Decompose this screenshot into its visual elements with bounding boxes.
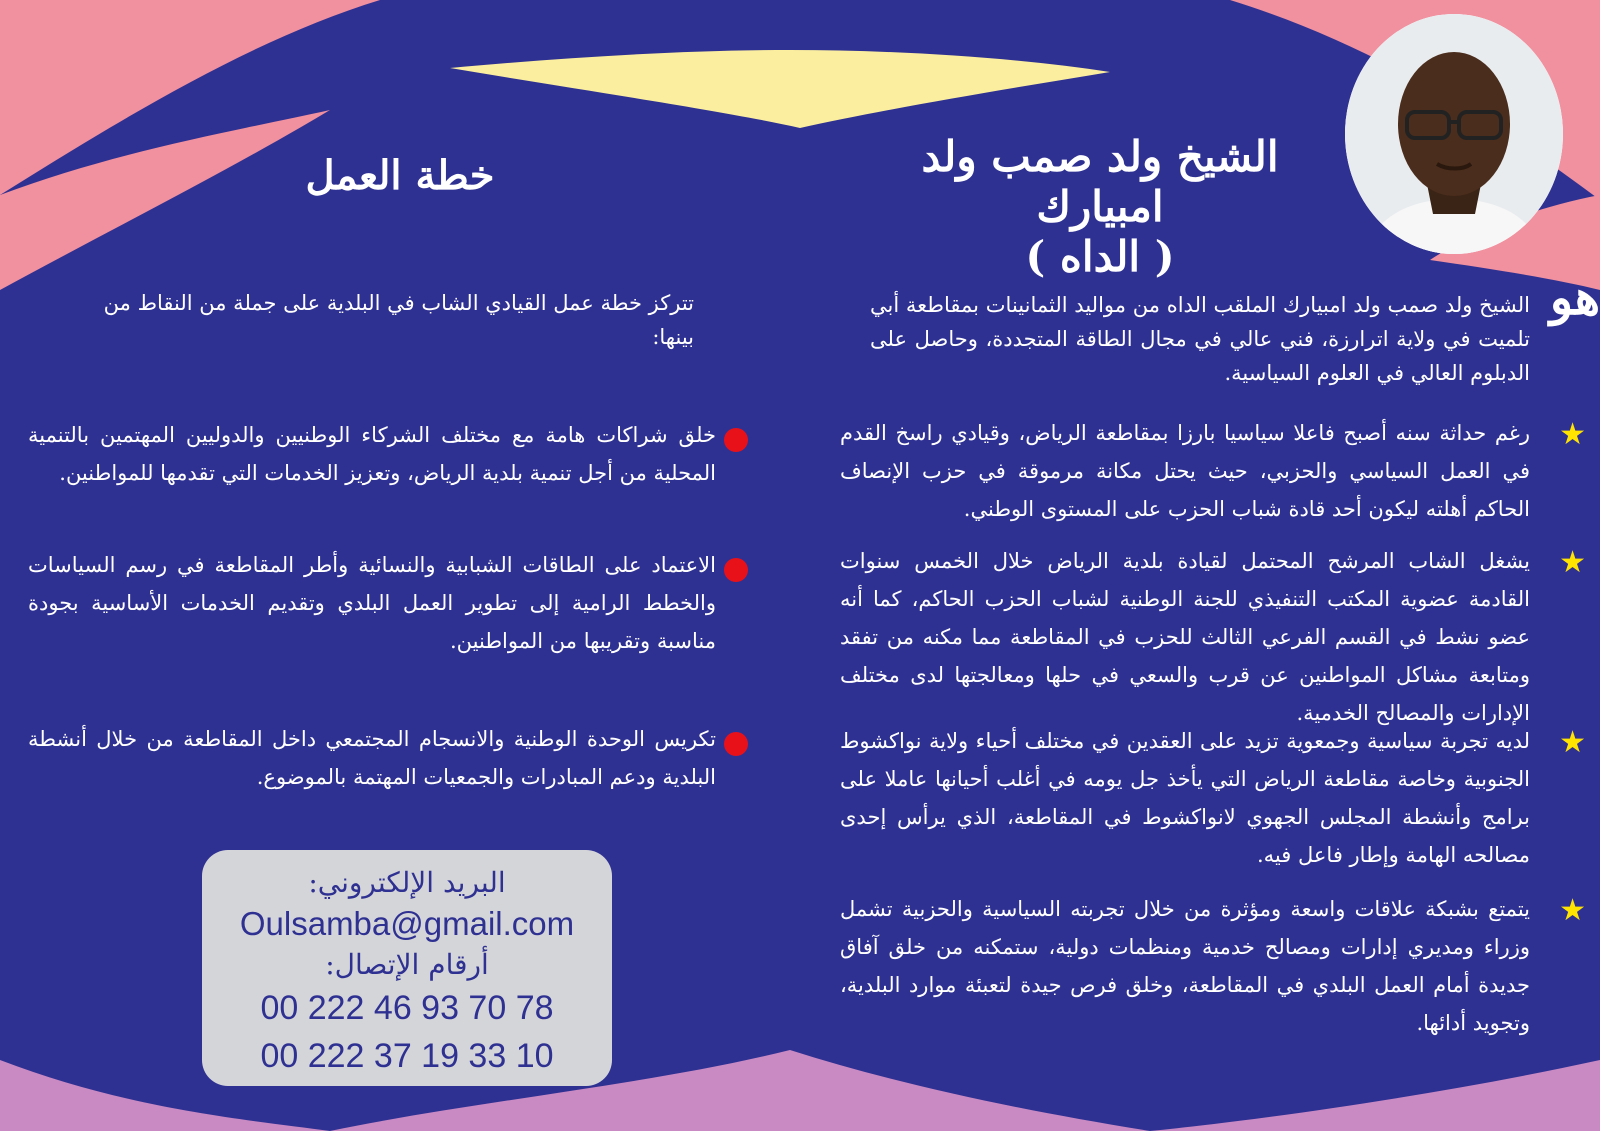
plan-point-text: تكريس الوحدة الوطنية والانسجام المجتمعي داخل المقاطعة من خلال أنشطة البلدية ودعم المبادرات والجمعيات المهتمة بالموضوع. [28,727,716,789]
plan-title: خطة العمل [305,152,495,199]
candidate-name: الشيخ ولد صمب ولد امبيارك [921,132,1279,231]
profile-point-4 [840,890,1586,1042]
plan-point-text: الاعتماد على الطاقات الشبابية والنسائية وأطر المقاطعة في رسم السياسات والخطط الرامية إلى تطوير العمل البلدي وتقديم الخدمات الأساسية بجودة مناسبة وتقريبها من المواطنين. [28,553,716,653]
profile-point-1 [840,414,1586,528]
plan-point-1 [28,416,716,492]
profile-point-text: لديه تجربة سياسية وجمعوية تزيد على العقدين في مختلف أحياء ولاية نواكشوط الجنوبية وخاصة مقاطعة الرياض التي يأخذ جل يومه في أغلب أحيانها عاملا على برامج وأنشطة المجلس الجهوي لانواكشوط في المقاطعة، الذي يرأس إحدى مصالحه الهامة وإطار فاعل فيه. [840,729,1530,867]
profile-point-text: يشغل الشاب المرشح المحتمل لقيادة بلدية الرياض خلال الخمس سنوات القادمة عضوية المكتب التنفيذي للجنة الوطنية لشباب الحزب الحاكم، كما أنه عضو نشط في القسم الفرعي الثالث للحزب في المقاطعة مما مكنه من تفقد ومتابعة مشاكل المواطنين عن قرب والسعي في حلها ومعالجتها لدى مختلف الإدارات والمصالح الخدمية. [840,549,1530,725]
profile-point-2 [840,542,1586,732]
star-bullet-icon: ★ [1559,417,1586,452]
email-label: البريد الإلكتروني: [308,866,506,899]
star-bullet-icon: ★ [1559,725,1586,760]
candidate-name-heading [860,132,1340,282]
email-address[interactable]: Oulsamba@gmail.com [239,905,575,942]
red-dot-bullet-icon [724,428,748,452]
hu-word: هو [1549,270,1600,326]
red-dot-bullet-icon [724,558,748,582]
candidate-nickname: ( الداه ) [1025,232,1175,281]
star-bullet-icon: ★ [1559,893,1586,928]
plan-point-text: خلق شراكات هامة مع مختلف الشركاء الوطنيين والدوليين المهتمين بالتنمية المحلية من أجل تنمية بلدية الرياض، وتعزيز الخدمات التي تقدمها للمواطنين. [28,423,716,485]
profile-point-text: يتمتع بشبكة علاقات واسعة ومؤثرة من خلال تجربته السياسية والحزبية تشمل وزراء ومديري إدارات ومصالح خدمية ومنظمات دولية، ستمكنه من خلق آفاق جديدة أمام العمل البلدي في المقاطعة، وخلق فرص جيدة لتعبئة موارد البلدية، وتجويد أدائها. [840,897,1530,1035]
phone-number-1[interactable]: 00 222 46 93 70 78 [260,989,554,1027]
red-dot-bullet-icon [724,732,748,756]
contact-box [202,850,612,1086]
plan-intro: تتركز خطة عمل القيادي الشاب في البلدية على جملة من النقاط من بينها: [103,291,694,349]
profile-intro: الشيخ ولد صمب ولد امبيارك الملقب الداه من مواليد الثمانينات بمقاطعة أبي تلميت في ولاية اترارزة، فني عالي في مجال الطاقة المتجددة، وحاصل على الدبلوم العالي في العلوم السياسية. [870,293,1530,385]
profile-point-3 [840,722,1586,874]
phone-number-2[interactable]: 00 222 37 19 33 10 [260,1037,554,1075]
star-bullet-icon: ★ [1559,545,1586,580]
phone-label: أرقام الإتصال: [325,948,489,981]
plan-point-3 [28,720,716,796]
profile-point-text: رغم حداثة سنه أصبح فاعلا سياسيا بارزا بمقاطعة الرياض، وقيادي راسخ القدم في العمل السياسي والحزبي، حيث يحتل مكانة مرموقة في حزب الإنصاف الحاكم أهلته ليكون أحد قادة شباب الحزب على المستوى الوطني. [840,421,1531,521]
plan-point-2 [28,546,716,660]
candidate-photo [1345,14,1563,254]
